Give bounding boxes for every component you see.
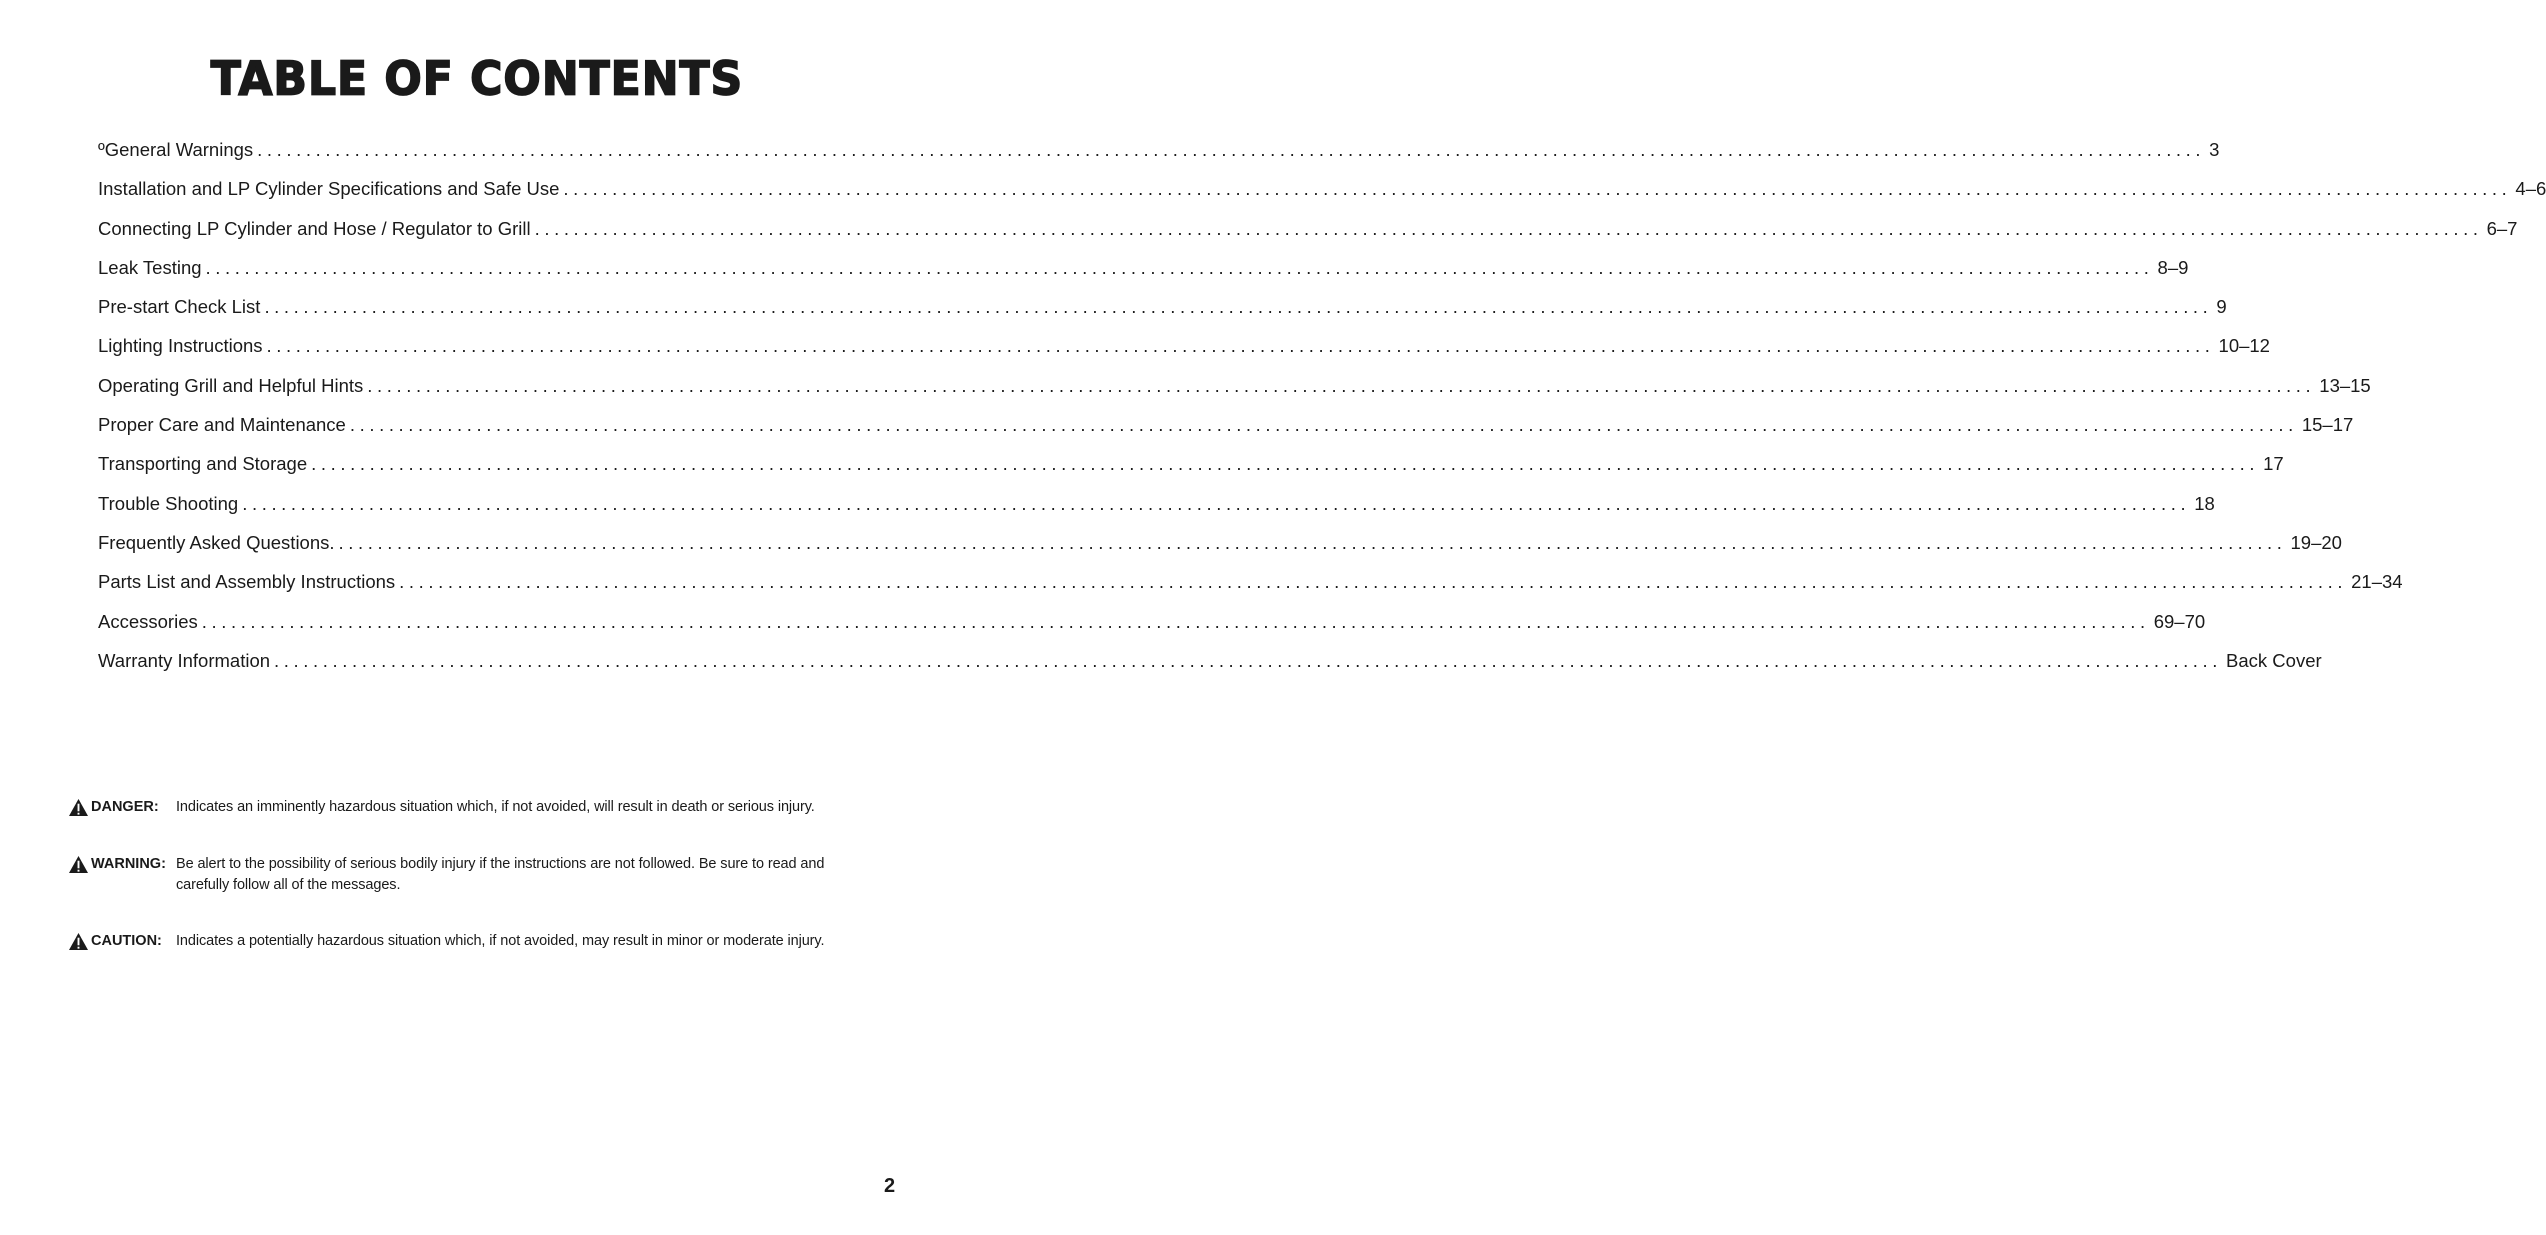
toc-entry[interactable]	[98, 256, 2189, 296]
toc-entry[interactable]	[98, 571, 2403, 610]
toc-entry-label: Connecting LP Cylinder and Hose / Regulator to Grill	[98, 217, 531, 239]
danger-notice	[68, 797, 868, 818]
toc-entry-page: 9	[2216, 296, 2227, 318]
warning-text: Be alert to the possibility of serious bodily injury if the instructions are not followed. Be sure to read and carefully follow all of the messages.	[176, 856, 825, 893]
toc-leader-dots: ........................................................................................................................................................................................................	[311, 453, 2260, 475]
toc-entry-label: Lighting Instructions	[98, 335, 263, 357]
toc-entry-page: 4–6	[2515, 178, 2546, 200]
toc-entry-label: Trouble Shooting	[98, 492, 239, 514]
toc-entry-page: 69–70	[2153, 610, 2206, 632]
toc-entry[interactable]	[98, 610, 2206, 650]
toc-entry-page: 13–15	[2319, 374, 2371, 396]
toc-entry[interactable]	[98, 453, 2284, 492]
toc-leader-dots: ........................................................................................................................................................................................................	[399, 571, 2348, 593]
caution-label: CAUTION:	[91, 933, 162, 949]
toc-entry-label: Pre-start Check List	[98, 296, 261, 318]
toc-entry-label: Proper Care and Maintenance	[98, 414, 346, 436]
warning-label: WARNING:	[91, 856, 166, 872]
toc-entry-label: Installation and LP Cylinder Specifications and Safe Use	[98, 178, 560, 200]
toc-leader-dots: ........................................................................................................................................................................................................	[257, 139, 2206, 160]
toc-entry[interactable]	[98, 414, 2354, 453]
danger-text: Indicates an imminently hazardous situation which, if not avoided, will result in death or serious injury.	[176, 799, 815, 815]
toc-entry-page: 18	[2194, 492, 2215, 514]
toc-entry-page: 15–17	[2301, 414, 2354, 436]
danger-label: DANGER:	[91, 799, 159, 815]
toc-entry[interactable]	[98, 531, 2342, 571]
toc-entry-label: Parts List and Assembly Instructions	[98, 571, 396, 593]
toc-leader-dots: ........................................................................................................................................................................................................	[534, 217, 2483, 239]
toc-entry-label: Accessories	[98, 610, 198, 632]
warning-triangle-icon	[68, 798, 89, 817]
table-of-contents	[98, 139, 2546, 689]
toc-leader-dots: ........................................................................................................................................................................................................	[563, 178, 2512, 200]
toc-entry-label: Warranty Information	[98, 649, 271, 671]
toc-leader-dots: ........................................................................................................................................................................................................	[264, 296, 2213, 318]
warning-triangle-icon	[68, 855, 89, 874]
toc-leader-dots: ........................................................................................................................................................................................................	[367, 374, 2316, 396]
toc-leader-dots: ........................................................................................................................................................................................................	[201, 610, 2150, 632]
toc-entry[interactable]	[98, 492, 2215, 532]
toc-leader-dots: ........................................................................................................................................................................................................	[266, 335, 2215, 357]
toc-entry-label: Leak Testing	[98, 256, 202, 278]
toc-entry[interactable]	[98, 178, 2546, 217]
toc-entry-page: 6–7	[2486, 217, 2518, 239]
caution-text: Indicates a potentially hazardous situation which, if not avoided, may result in minor or moderate injury.	[176, 933, 825, 949]
toc-entry-page: 3	[2209, 139, 2220, 160]
toc-entry-page: 17	[2263, 453, 2284, 475]
toc-entry-page: Back Cover	[2226, 649, 2322, 671]
toc-entry[interactable]	[98, 335, 2270, 374]
toc-leader-dots: ........................................................................................................................................................................................................	[274, 649, 2223, 671]
toc-entry[interactable]	[98, 139, 2220, 178]
toc-entry[interactable]	[98, 649, 2322, 689]
toc-entry-label: ºGeneral Warnings	[98, 139, 254, 160]
toc-entry-page: 8–9	[2157, 256, 2189, 278]
toc-entry-label: Operating Grill and Helpful Hints	[98, 374, 364, 396]
toc-entry-page: 19–20	[2290, 531, 2342, 553]
toc-leader-dots: ........................................................................................................................................................................................................	[205, 256, 2154, 278]
toc-entry-page: 21–34	[2351, 571, 2403, 593]
toc-entry-page: 10–12	[2218, 335, 2270, 357]
toc-leader-dots: ........................................................................................................................................................................................................	[242, 492, 2191, 514]
page-title: TABLE OF CONTENTS	[210, 52, 744, 107]
warning-notice	[68, 854, 868, 896]
toc-entry[interactable]	[98, 217, 2518, 257]
toc-entry[interactable]	[98, 296, 2227, 335]
toc-entry-label: Transporting and Storage	[98, 453, 308, 475]
caution-notice	[68, 931, 868, 952]
toc-entry-label: Frequently Asked Questions.	[98, 531, 335, 553]
toc-leader-dots: ........................................................................................................................................................................................................	[349, 414, 2298, 436]
toc-entry[interactable]	[98, 374, 2371, 414]
page-number: 2	[884, 1175, 896, 1197]
toc-leader-dots: ........................................................................................................................................................................................................	[338, 531, 2287, 553]
warning-triangle-icon	[68, 932, 89, 951]
